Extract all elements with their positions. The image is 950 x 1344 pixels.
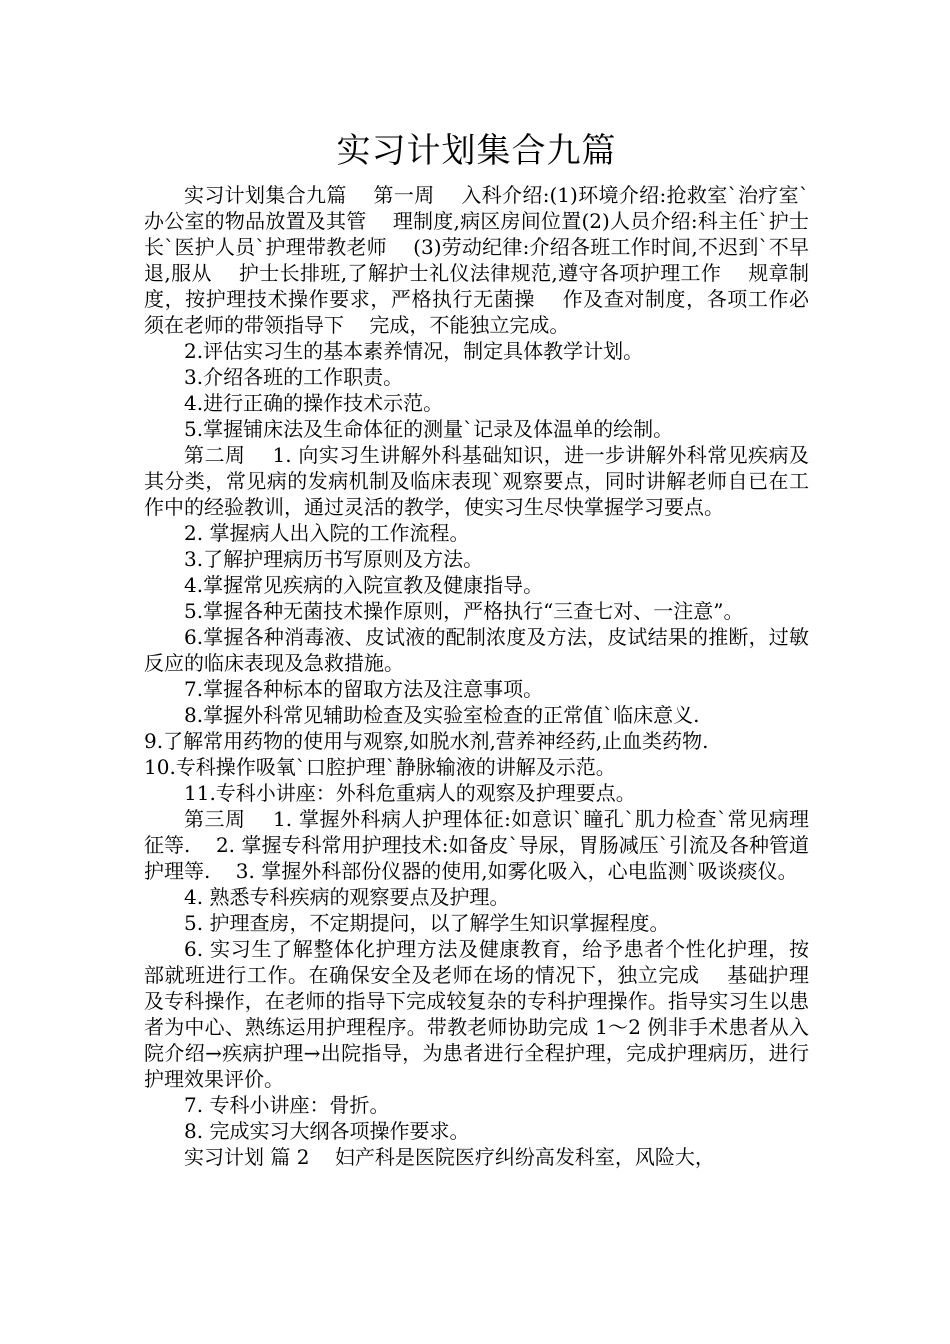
- document-paragraph: 6.掌握各种消毒液、皮试液的配制浓度及方法，皮试结果的推断，过敏反应的临床表现及急救措施。: [144, 625, 809, 675]
- document-paragraph: 2.评估实习生的基本素养情况，制定具体教学计划。: [184, 339, 644, 363]
- document-paragraph: 10.专科操作吸氧`口腔护理`静脉输液的讲解及示范。: [144, 755, 616, 779]
- document-paragraph: 3.介绍各班的工作职责。: [184, 365, 404, 389]
- document-paragraph: 7. 专科小讲座：骨折。: [184, 1093, 390, 1117]
- document-paragraph: 4.进行正确的操作技术示范。: [184, 391, 444, 415]
- document-title: 实习计划集合九篇: [336, 131, 617, 171]
- document-paragraph: 6. 实习生了解整体化护理方法及健康教育，给予患者个性化护理，按部就班进行工作。在确保安全及老师在场的情况下，独立完成 基础护理及专科操作，在老师的指导下完成较复杂的专科护理操作。指导实习生以患者为中心、熟练运用护理程序。带教老师协助完成 1～2 例非手术患者从入院介绍→疾病护理→出院指导，为患者进行全程护理，完成护理病历，进行护理效果评价。: [144, 937, 809, 1091]
- document-paragraph: 8.掌握外科常见辅助检查及实验室检查的正常值`临床意义.: [184, 703, 700, 727]
- document-body: [144, 182, 809, 1170]
- document-paragraph: 7.掌握各种标本的留取方法及注意事项。: [184, 677, 544, 701]
- document-paragraph: 第二周 1. 向实习生讲解外科基础知识，进一步讲解外科常见疾病及其分类，常见病的发病机制及临床表现`观察要点，同时讲解老师自已在工作中的经验教训，通过灵活的教学，使实习生尽快掌握学习要点。: [144, 443, 809, 519]
- document-paragraph: 8. 完成实习大纲各项操作要求。: [184, 1119, 470, 1143]
- document-paragraph: 实习计划 篇 2 妇产科是医院医疗纠纷高发科室，风险大，: [184, 1145, 715, 1169]
- document-paragraph: 4. 熟悉专科疾病的观察要点及护理。: [184, 885, 510, 909]
- document-paragraph: 3.了解护理病历书写原则及方法。: [184, 547, 484, 571]
- document-paragraph: 2. 掌握病人出入院的工作流程。: [184, 521, 470, 545]
- document-paragraph: 9.了解常用药物的使用与观察,如脱水剂,营养神经药,止血类药物.: [144, 729, 709, 753]
- document-paragraph: 第三周 1. 掌握外科病人护理体征:如意识`瞳孔`肌力检查`常见病理征等. 2. 掌握专科常用护理技术:如备皮`导尿，胃肠减压`引流及各种管道护理等. 3. 掌握外科部份仪器的使用,如雾化吸入，心电监测`吸谈痰仪。: [144, 807, 809, 883]
- document-paragraph: 5.掌握各种无菌技术操作原则，严格执行“三查七对、一注意”。: [184, 599, 744, 623]
- document-paragraph: 5. 护理查房，不定期提问，以了解学生知识掌握程度。: [184, 911, 670, 935]
- document-paragraph: 11.专科小讲座：外科危重病人的观察及护理要点。: [184, 781, 636, 805]
- document-paragraph: 4.掌握常见疾病的入院宣教及健康指导。: [184, 573, 544, 597]
- document-paragraph: 实习计划集合九篇 第一周 入科介绍:(1)环境介绍:抢救室`治疗室`办公室的物品放置及其管 理制度,病区房间位置(2)人员介绍:科主任`护士长`医护人员`护理带教老师 (3)劳动纪律:介绍各班工作时间,不迟到`不早退,服从 护士长排班,了解护士礼仪法律规范,遵守各项护理工作 规章制度，按护理技术操作要求，严格执行无菌操 作及查对制度，各项工作必须在老师的带领指导下 完成，不能独立完成。: [144, 183, 809, 337]
- document-paragraph: 5.掌握铺床法及生命体征的测量`记录及体温单的绘制。: [184, 417, 674, 441]
- document-page: [144, 120, 809, 1170]
